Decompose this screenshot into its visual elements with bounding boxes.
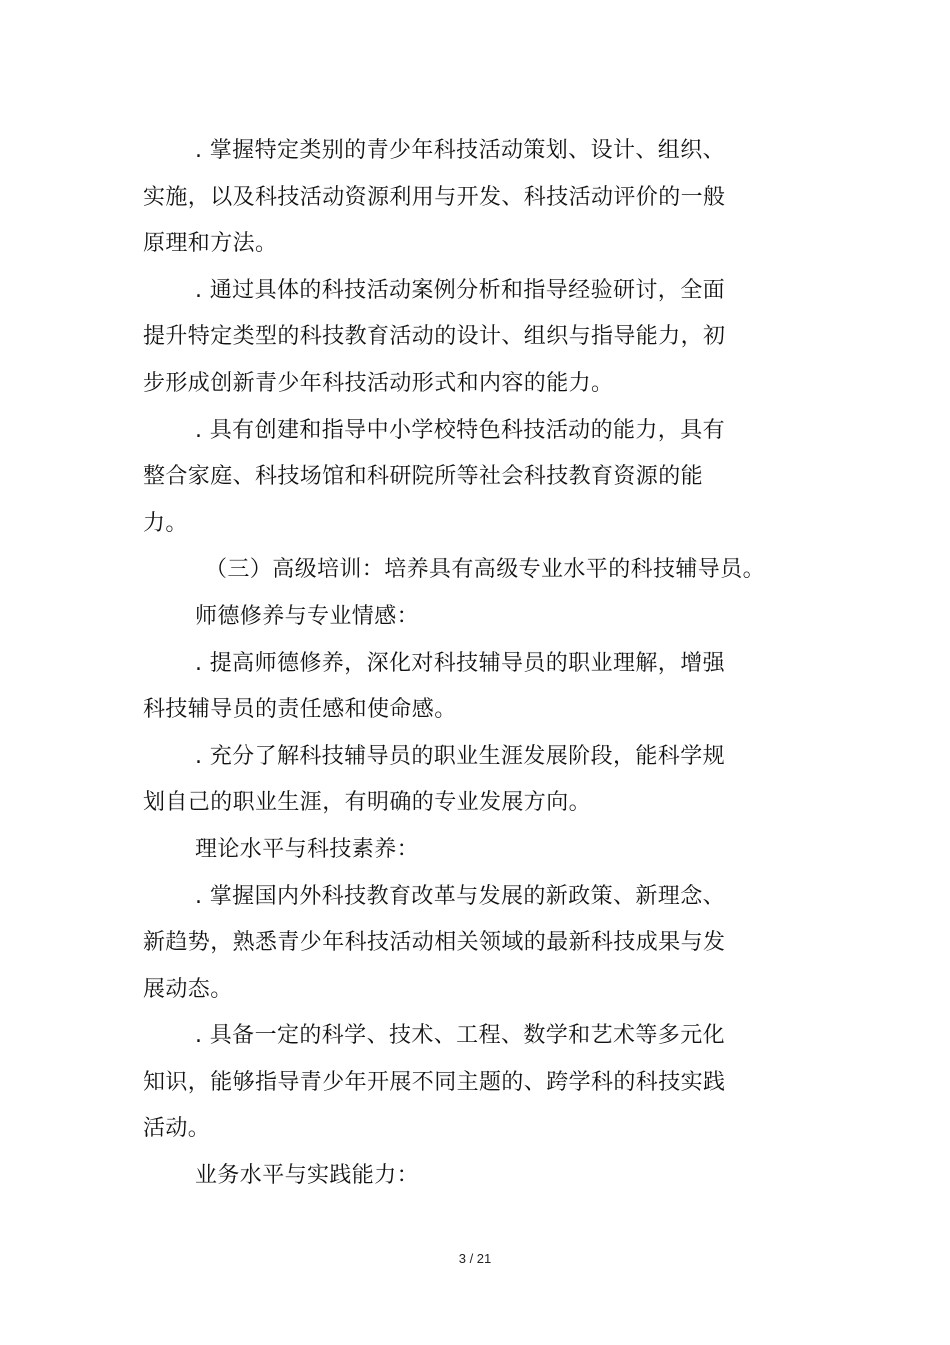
page-number: 3 / 21 <box>458 1251 492 1266</box>
paragraph-line: 科技辅导员的责任感和使命感。 <box>143 697 457 723</box>
paragraph-line: . 掌握特定类别的青少年科技活动策划、设计、组织、 <box>195 138 725 163</box>
paragraph-line: 提升特定类型的科技教育活动的设计、组织与指导能力，初 <box>143 324 726 350</box>
subheading-ethics <box>143 594 783 641</box>
paragraph-6 <box>143 641 783 734</box>
subheading-theory <box>143 827 783 874</box>
paragraph-line: 步形成创新青少年科技活动形式和内容的能力。 <box>143 370 614 396</box>
paragraph-line: . 充分了解科技辅导员的职业生涯发展阶段，能科学规 <box>195 743 725 769</box>
paragraph-10 <box>143 1013 783 1153</box>
paragraph-line: 原理和方法。 <box>143 231 278 257</box>
paragraph-2 <box>143 268 783 408</box>
paragraph-1 <box>143 128 783 268</box>
paragraph-line: 整合家庭、科技场馆和科研院所等社会科技教育资源的能 <box>143 464 704 490</box>
paragraph-line: 实施，以及科技活动资源利用与开发、科技活动评价的一般 <box>143 184 726 210</box>
paragraph-line: . 具备一定的科学、技术、工程、数学和艺术等多元化 <box>195 1023 725 1049</box>
paragraph-line: . 提高师德修养，深化对科技辅导员的职业理解，增强 <box>195 650 725 676</box>
paragraph-line: 新趋势，熟悉青少年科技活动相关领域的最新科技成果与发 <box>143 930 726 956</box>
paragraph-line: . 掌握国内外科技教育改革与发展的新政策、新理念、 <box>195 883 725 909</box>
subheading-practice <box>143 1153 783 1200</box>
section-heading-advanced-training <box>143 547 783 594</box>
paragraph-9 <box>143 874 783 1014</box>
paragraph-line: 力。 <box>143 510 188 536</box>
subheading-line: 业务水平与实践能力： <box>195 1163 420 1189</box>
subheading-line: 师德修养与专业情感： <box>195 603 420 629</box>
subheading-line: 理论水平与科技素养： <box>195 836 420 862</box>
paragraph-line: 划自己的职业生涯，有明确的专业发展方向。 <box>143 790 592 816</box>
section-heading-line: （三）高级培训：培养具有高级专业水平的科技辅导员。 <box>205 557 766 583</box>
paragraph-3 <box>143 408 783 548</box>
paragraph-line: 展动态。 <box>143 976 233 1002</box>
paragraph-7 <box>143 734 783 827</box>
paragraph-line: 知识，能够指导青少年开展不同主题的、跨学科的科技实践 <box>143 1069 726 1095</box>
document-body <box>143 128 783 1200</box>
paragraph-line: . 通过具体的科技活动案例分析和指导经验研讨，全面 <box>195 277 725 303</box>
paragraph-line: . 具有创建和指导中小学校特色科技活动的能力，具有 <box>195 417 725 443</box>
paragraph-line: 活动。 <box>143 1116 211 1142</box>
